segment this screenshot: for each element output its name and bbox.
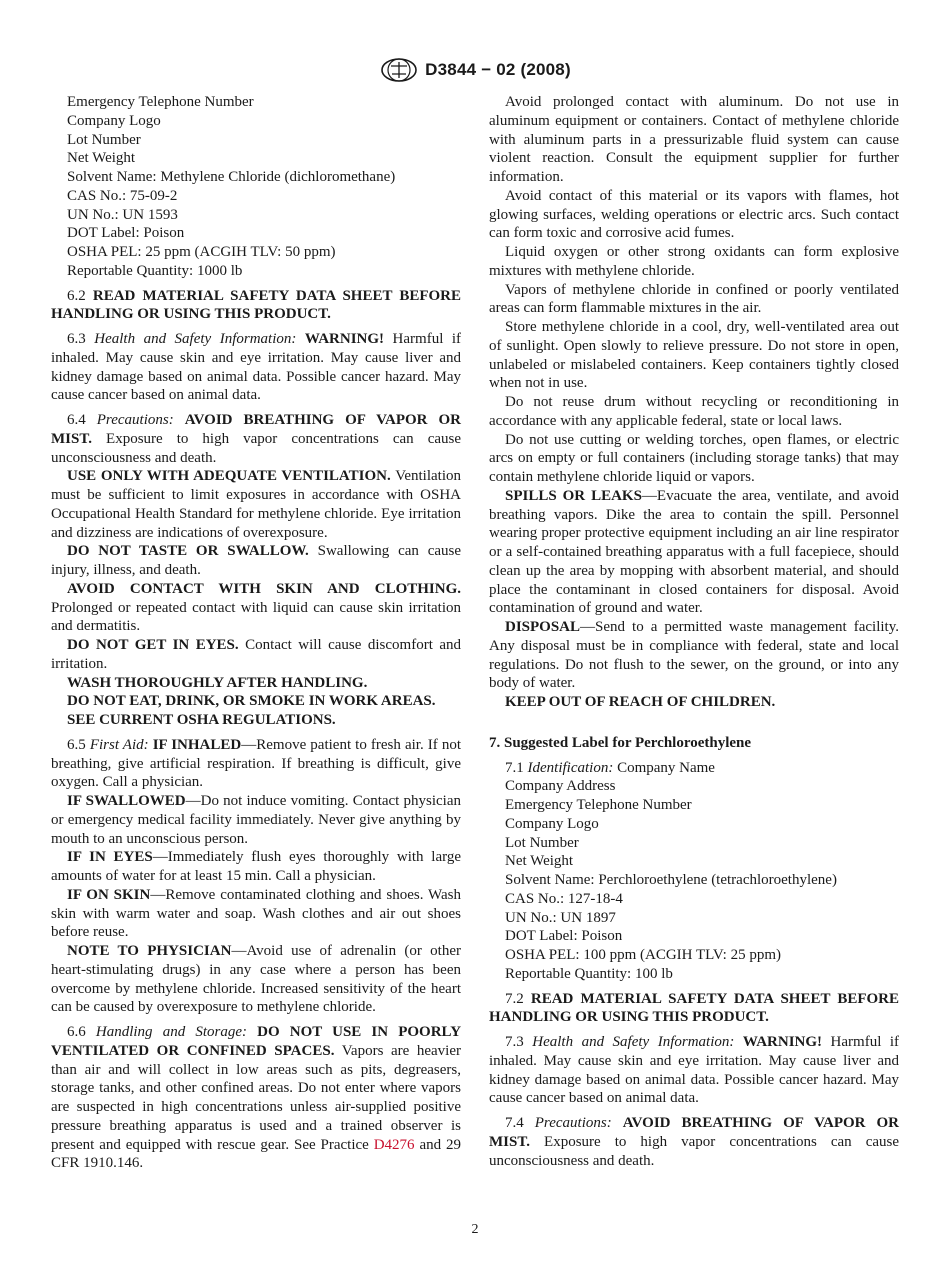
label-item: DOT Label: Poison — [67, 225, 185, 242]
left-column — [51, 93, 461, 1173]
label-item: Net Weight — [67, 150, 136, 167]
label-item: Lot Number — [67, 131, 141, 148]
paragraph-torches: Do not use cutting or welding torches, open flames, or electric arcs on empty or full containers (including storage tanks) that may contain methylene chloride liquid or vapors. — [489, 431, 899, 485]
label-item: Emergency Telephone Number — [67, 94, 254, 110]
paragraph-spills: SPILLS OR LEAKS—Evacuate the area, ventilate, and avoid breathing vapors. Dike the area to contain the spill. Personnel wearing proper protective equipment including an air line respirator or a self-contained breathing apparatus with a full facepiece, should clean up the area by mopping with absorbent material, and should place the contaminant in closed containers for disposal. Avoid contamination of ground and water. — [489, 487, 899, 617]
right-column — [489, 93, 899, 1170]
section-7-3: 7.3 Health and Safety Information: WARNING! Harmful if inhaled. May cause skin and eye irritation. May cause liver and kidney damage based on animal data. Possible cancer hazard. May cause cancer based on animal data. — [489, 1034, 900, 1107]
paragraph-contact: AVOID CONTACT WITH SKIN AND CLOTHING. Prolonged or repeated contact with liquid can cause skin irritation and dermatitis. — [51, 580, 461, 635]
paragraph-taste: DO NOT TASTE OR SWALLOW. Swallowing can cause injury, illness, and death. — [51, 543, 462, 578]
label-item: Company Logo — [505, 815, 599, 832]
page-number: 2 — [471, 1222, 479, 1237]
paragraph-ventilation: USE ONLY WITH ADEQUATE VENTILATION. Ventilation must be sufficient to limit exposures in accordance with OSHA Occupational Health Standard for methylene chloride. Eye irritation and dizziness are indications of overexposure. — [51, 468, 462, 541]
section-7-heading: 7. Suggested Label for Perchloroethylene — [489, 734, 752, 751]
paragraph-children: KEEP OUT OF REACH OF CHILDREN. — [505, 694, 776, 710]
label-item: UN No.: UN 1897 — [505, 909, 616, 926]
section-6-5: 6.5 First Aid: IF INHALED—Remove patient to fresh air. If not breathing, give artificial respiration. If breathing is difficult, give oxygen. Call a physician. — [51, 736, 462, 791]
paragraph-on-skin: IF ON SKIN—Remove contaminated clothing and shoes. Wash skin with warm water and soap. Wash clothes and air out shoes before reuse. — [51, 886, 461, 941]
page-header — [0, 57, 950, 83]
document-designation: D3844 − 02 (2008) — [425, 59, 571, 79]
paragraph-flames: Avoid contact of this material or its vapors with flames, hot glowing surfaces, welding operations or electric arcs. Such contact can form toxic and corrosive acid fumes. — [489, 187, 899, 242]
label-item-list — [489, 777, 899, 983]
section-6-3: 6.3 Health and Safety Information: WARNING! Harmful if inhaled. May cause skin and eye irritation. May cause liver and kidney damage based on animal data. Possible cancer hazard. May cause cancer based on animal data. — [51, 331, 462, 404]
label-item: CAS No.: 75-09-2 — [67, 187, 178, 204]
paragraph-drum: Do not reuse drum without recycling or reconditioning in accordance with any applicable federal, state or local laws. — [489, 394, 899, 429]
label-item: UN No.: UN 1593 — [67, 206, 178, 223]
section-6-6: 6.6 Handling and Storage: DO NOT USE IN POORLY VENTILATED OR CONFINED SPACES. Vapors are heavier than air and will collect in low areas such as pits, degreasers, storage tanks, and other confined areas. Do not enter where vapors are suspected in high concentrations unless air-supplied positive pressure breathing apparatus is used and a trained observer is present and equipped with rescue gear. See Practice D4276 and 29 CFR 1910.146. — [51, 1024, 462, 1172]
label-item: Company Logo — [67, 112, 161, 129]
paragraph-oxygen: Liquid oxygen or other strong oxidants can form explosive mixtures with methylene chloride. — [489, 244, 899, 279]
section-7-4: 7.4 Precautions: AVOID BREATHING OF VAPOR OR MIST. Exposure to high vapor concentrations can cause unconsciousness and death. — [489, 1115, 900, 1169]
section-6-4: 6.4 Precautions: AVOID BREATHING OF VAPOR OR MIST. Exposure to high vapor concentrations can cause unconsciousness and death. — [51, 412, 462, 466]
label-item: Net Weight — [505, 853, 574, 870]
paragraph-physician: NOTE TO PHYSICIAN—Avoid use of adrenalin (or other heart-stimulating drugs) in any case where a person has been overcome by methylene chloride. Increased sensitivity of the heart can be caused by overexposure to methylene chloride. — [51, 943, 461, 1016]
label-item: Company Address — [505, 778, 616, 795]
paragraph-vapors: Vapors of methylene chloride in confined or poorly ventilated areas can form flammable mixtures in the air. — [489, 281, 899, 317]
label-item: Reportable Quantity: 1000 lb — [67, 262, 243, 279]
paragraph-swallowed: IF SWALLOWED—Do not induce vomiting. Contact physician or emergency medical facility immediately. Never give anything by mouth to an unconscious person. — [51, 793, 461, 847]
label-item-list — [51, 93, 461, 281]
section-6-2: 6.2 READ MATERIAL SAFETY DATA SHEET BEFORE HANDLING OR USING THIS PRODUCT. — [51, 287, 462, 323]
paragraph-disposal: DISPOSAL—Send to a permitted waste management facility. Any disposal must be in compliance with federal, state and local regulations. Do not flush to the sewer, on the ground, or into any body of water. — [489, 619, 899, 692]
label-item: CAS No.: 127-18-4 — [505, 890, 623, 907]
label-item: DOT Label: Poison — [505, 928, 623, 945]
label-item: OSHA PEL: 100 ppm (ACGIH TLV: 25 ppm) — [505, 947, 781, 963]
section-7-1: 7.1 Identification: Company Name — [505, 759, 715, 776]
paragraph-store: Store methylene chloride in a cool, dry, well-ventilated area out of sunlight. Open slowly to relieve pressure. Do not store in open, unlabeled or mislabeled containers. Keep containers tightly closed when not in use. — [489, 319, 899, 392]
paragraph-osha: SEE CURRENT OSHA REGULATIONS. — [67, 712, 336, 728]
label-item: Reportable Quantity: 100 lb — [505, 965, 673, 982]
paragraph-eyes: DO NOT GET IN EYES. Contact will cause discomfort and irritation. — [51, 637, 461, 672]
paragraph-in-eyes: IF IN EYES—Immediately flush eyes thoroughly with large amounts of water for at least 15 min. Call a physician. — [51, 849, 461, 884]
paragraph-eat: DO NOT EAT, DRINK, OR SMOKE IN WORK AREAS. — [67, 693, 436, 710]
paragraph-aluminum: Avoid prolonged contact with aluminum. Do not use in aluminum equipment or containers. Contact of methylene chloride with aluminum parts in a pressurizable fluid system can cause violent reaction. Consult the equipment supplier for further information. — [489, 94, 899, 185]
label-item: OSHA PEL: 25 ppm (ACGIH TLV: 50 ppm) — [67, 244, 336, 260]
paragraph-wash: WASH THOROUGHLY AFTER HANDLING. — [67, 674, 368, 691]
label-item: Solvent Name: Methylene Chloride (dichloromethane) — [67, 169, 396, 185]
astm-logo-icon — [379, 57, 419, 83]
practice-d4276-link[interactable]: D4276 — [373, 1136, 415, 1153]
section-7-2: 7.2 READ MATERIAL SAFETY DATA SHEET BEFORE HANDLING OR USING THIS PRODUCT. — [489, 990, 900, 1026]
label-item: Lot Number — [505, 834, 579, 851]
label-item: Solvent Name: Perchloroethylene (tetrachloroethylene) — [505, 872, 837, 888]
label-item: Emergency Telephone Number — [505, 797, 692, 813]
